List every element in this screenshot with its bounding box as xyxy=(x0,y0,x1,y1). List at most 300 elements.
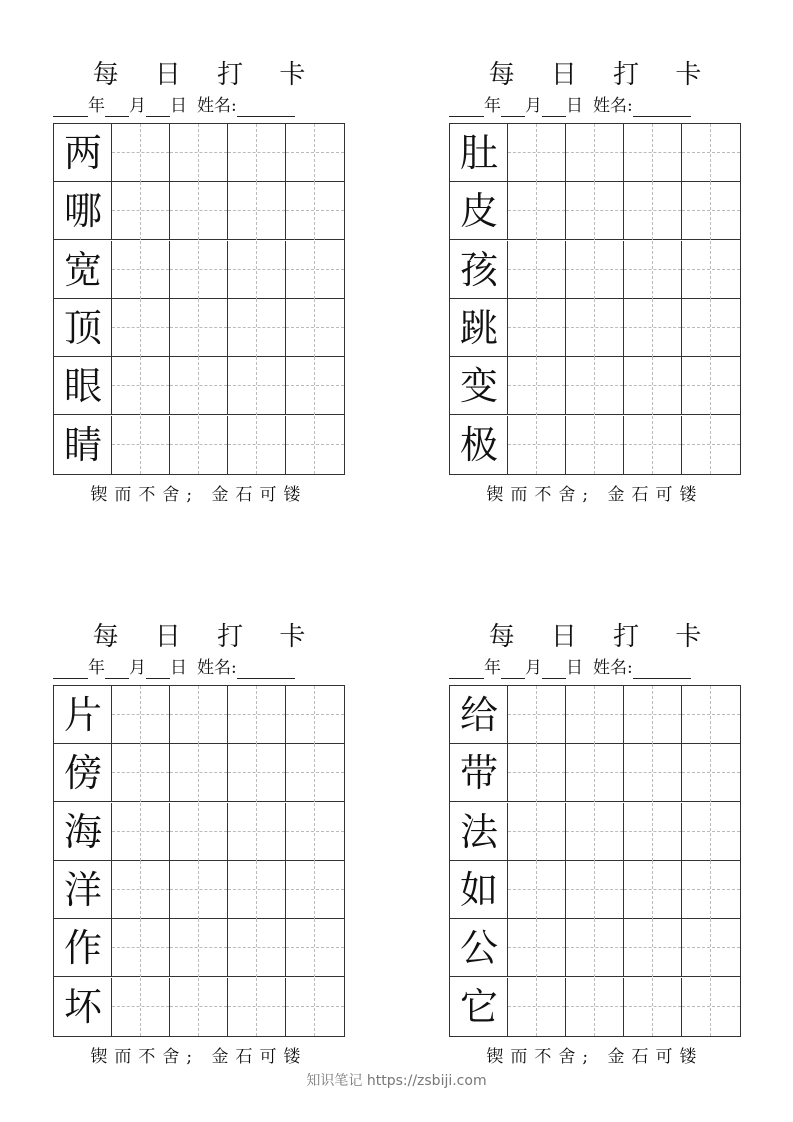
writing-cell[interactable] xyxy=(286,744,344,802)
writing-cell[interactable] xyxy=(682,803,740,861)
model-character: 宽 xyxy=(63,247,102,292)
writing-cell[interactable] xyxy=(508,861,566,919)
writing-cell[interactable] xyxy=(228,861,286,919)
vertical-guide-line xyxy=(314,861,315,919)
vertical-guide-line xyxy=(140,744,141,802)
model-character-cell xyxy=(450,803,508,861)
writing-cell[interactable] xyxy=(170,299,228,357)
writing-cell[interactable] xyxy=(624,686,682,744)
writing-cell[interactable] xyxy=(228,978,286,1036)
horizontal-guide-line xyxy=(286,210,344,211)
vertical-guide-line xyxy=(314,978,315,1036)
writing-cell[interactable] xyxy=(682,241,740,299)
month-label: 月 xyxy=(525,96,542,116)
writing-cell[interactable] xyxy=(112,241,170,299)
model-character-cell xyxy=(54,744,112,802)
horizontal-guide-line xyxy=(286,444,344,445)
vertical-guide-line xyxy=(594,299,595,357)
model-character: 如 xyxy=(459,867,498,912)
grid-row xyxy=(54,978,344,1036)
model-character: 孩 xyxy=(459,247,498,292)
date-name-line xyxy=(53,95,345,117)
model-character-cell xyxy=(54,299,112,357)
writing-cell[interactable] xyxy=(682,919,740,977)
writing-cell[interactable] xyxy=(624,803,682,861)
writing-cell[interactable] xyxy=(112,861,170,919)
writing-cell[interactable] xyxy=(228,357,286,415)
name-label: 姓名: xyxy=(197,96,237,116)
writing-cell[interactable] xyxy=(566,357,624,415)
writing-cell[interactable] xyxy=(286,686,344,744)
horizontal-guide-line xyxy=(566,889,623,890)
year-blank[interactable] xyxy=(53,100,88,117)
vertical-guide-line xyxy=(256,182,257,240)
model-character-cell xyxy=(450,124,508,182)
vertical-guide-line xyxy=(652,861,653,919)
writing-cell[interactable] xyxy=(566,241,624,299)
horizontal-guide-line xyxy=(170,210,227,211)
vertical-guide-line xyxy=(198,686,199,744)
horizontal-guide-line xyxy=(508,772,565,773)
vertical-guide-line xyxy=(536,124,537,182)
month-blank[interactable] xyxy=(105,100,129,117)
vertical-guide-line xyxy=(140,416,141,474)
writing-cell[interactable] xyxy=(112,744,170,802)
writing-cell[interactable] xyxy=(566,182,624,240)
grid-row xyxy=(54,299,344,357)
model-character-cell xyxy=(450,919,508,977)
grid-row xyxy=(54,861,344,919)
vertical-guide-line xyxy=(140,299,141,357)
writing-cell[interactable] xyxy=(228,416,286,474)
model-character: 极 xyxy=(459,422,498,467)
writing-cell[interactable] xyxy=(508,299,566,357)
writing-cell[interactable] xyxy=(228,744,286,802)
vertical-guide-line xyxy=(594,182,595,240)
writing-cell[interactable] xyxy=(682,124,740,182)
vertical-guide-line xyxy=(140,124,141,182)
horizontal-guide-line xyxy=(170,1006,227,1007)
model-character: 它 xyxy=(459,984,498,1029)
vertical-guide-line xyxy=(594,919,595,977)
model-character: 法 xyxy=(459,809,498,854)
horizontal-guide-line xyxy=(228,327,285,328)
year-label: 年 xyxy=(484,96,501,116)
writing-cell[interactable] xyxy=(624,744,682,802)
model-character-cell xyxy=(54,861,112,919)
vertical-guide-line xyxy=(256,299,257,357)
writing-cell[interactable] xyxy=(508,416,566,474)
writing-cell[interactable] xyxy=(624,919,682,977)
writing-cell[interactable] xyxy=(228,182,286,240)
writing-cell[interactable] xyxy=(112,124,170,182)
horizontal-guide-line xyxy=(112,714,169,715)
grid-row xyxy=(450,803,740,861)
writing-cell[interactable] xyxy=(566,861,624,919)
model-character: 哪 xyxy=(63,189,102,234)
model-character-cell xyxy=(450,744,508,802)
horizontal-guide-line xyxy=(228,947,285,948)
horizontal-guide-line xyxy=(624,947,681,948)
model-character: 顶 xyxy=(63,305,102,350)
vertical-guide-line xyxy=(652,919,653,977)
writing-cell[interactable] xyxy=(112,416,170,474)
vertical-guide-line xyxy=(652,182,653,240)
horizontal-guide-line xyxy=(682,385,740,386)
vertical-guide-line xyxy=(256,124,257,182)
vertical-guide-line xyxy=(314,182,315,240)
name-blank[interactable] xyxy=(237,662,295,679)
grid-row xyxy=(450,182,740,240)
vertical-guide-line xyxy=(314,241,315,299)
grid-row xyxy=(54,357,344,415)
name-label: 姓名: xyxy=(593,96,633,116)
writing-cell[interactable] xyxy=(566,919,624,977)
horizontal-guide-line xyxy=(170,385,227,386)
writing-cell[interactable] xyxy=(682,686,740,744)
model-character: 公 xyxy=(459,926,498,971)
writing-cell[interactable] xyxy=(170,803,228,861)
writing-cell[interactable] xyxy=(228,124,286,182)
horizontal-guide-line xyxy=(228,889,285,890)
writing-cell[interactable] xyxy=(566,686,624,744)
model-character-cell xyxy=(54,241,112,299)
writing-cell[interactable] xyxy=(682,861,740,919)
vertical-guide-line xyxy=(256,241,257,299)
writing-cell[interactable] xyxy=(624,299,682,357)
vertical-guide-line xyxy=(140,803,141,861)
writing-cell[interactable] xyxy=(624,978,682,1036)
vertical-guide-line xyxy=(710,803,711,861)
model-character-cell xyxy=(54,124,112,182)
vertical-guide-line xyxy=(256,686,257,744)
vertical-guide-line xyxy=(314,744,315,802)
model-character: 眼 xyxy=(63,364,102,409)
writing-cell[interactable] xyxy=(112,919,170,977)
writing-cell[interactable] xyxy=(286,416,344,474)
horizontal-guide-line xyxy=(682,714,740,715)
day-blank[interactable] xyxy=(146,100,170,117)
motto: 锲而不舍; 金石可镂 xyxy=(90,485,308,505)
vertical-guide-line xyxy=(536,686,537,744)
writing-cell[interactable] xyxy=(624,182,682,240)
grid-row xyxy=(450,357,740,415)
horizontal-guide-line xyxy=(170,714,227,715)
writing-cell[interactable] xyxy=(228,241,286,299)
horizontal-guide-line xyxy=(566,444,623,445)
horizontal-guide-line xyxy=(112,327,169,328)
writing-cell[interactable] xyxy=(112,803,170,861)
writing-cell[interactable] xyxy=(624,241,682,299)
vertical-guide-line xyxy=(594,357,595,415)
card-title: 每 日 打 卡 xyxy=(488,60,716,90)
vertical-guide-line xyxy=(710,978,711,1036)
writing-cell[interactable] xyxy=(112,978,170,1036)
vertical-guide-line xyxy=(256,803,257,861)
writing-cell[interactable] xyxy=(508,241,566,299)
model-character: 皮 xyxy=(459,189,498,234)
writing-cell[interactable] xyxy=(170,686,228,744)
vertical-guide-line xyxy=(256,861,257,919)
motto: 锲而不舍; 金石可镂 xyxy=(90,1047,308,1067)
writing-cell[interactable] xyxy=(170,744,228,802)
vertical-guide-line xyxy=(652,803,653,861)
writing-cell[interactable] xyxy=(112,357,170,415)
writing-cell[interactable] xyxy=(228,919,286,977)
model-character-cell xyxy=(54,686,112,744)
writing-cell[interactable] xyxy=(286,124,344,182)
vertical-guide-line xyxy=(594,416,595,474)
horizontal-guide-line xyxy=(112,772,169,773)
year-blank[interactable] xyxy=(449,662,484,679)
motto: 锲而不舍; 金石可镂 xyxy=(486,1047,704,1067)
horizontal-guide-line xyxy=(286,772,344,773)
vertical-guide-line xyxy=(314,416,315,474)
writing-cell[interactable] xyxy=(508,803,566,861)
writing-cell[interactable] xyxy=(624,124,682,182)
writing-cell[interactable] xyxy=(682,357,740,415)
horizontal-guide-line xyxy=(112,947,169,948)
day-blank[interactable] xyxy=(146,662,170,679)
horizontal-guide-line xyxy=(508,831,565,832)
writing-cell[interactable] xyxy=(566,299,624,357)
vertical-guide-line xyxy=(314,124,315,182)
writing-cell[interactable] xyxy=(170,919,228,977)
horizontal-guide-line xyxy=(566,210,623,211)
vertical-guide-line xyxy=(256,919,257,977)
day-label: 日 xyxy=(170,658,187,678)
writing-cell[interactable] xyxy=(228,299,286,357)
vertical-guide-line xyxy=(314,299,315,357)
model-character-cell xyxy=(54,416,112,474)
horizontal-guide-line xyxy=(566,269,623,270)
writing-cell[interactable] xyxy=(170,978,228,1036)
writing-cell[interactable] xyxy=(508,919,566,977)
vertical-guide-line xyxy=(594,686,595,744)
writing-cell[interactable] xyxy=(508,686,566,744)
writing-cell[interactable] xyxy=(170,124,228,182)
model-character-cell xyxy=(450,241,508,299)
horizontal-guide-line xyxy=(624,385,681,386)
name-label: 姓名: xyxy=(197,658,237,678)
vertical-guide-line xyxy=(594,978,595,1036)
vertical-guide-line xyxy=(652,124,653,182)
model-character: 傍 xyxy=(63,751,102,796)
writing-cell[interactable] xyxy=(112,182,170,240)
grid-row xyxy=(54,744,344,802)
writing-cell[interactable] xyxy=(228,686,286,744)
vertical-guide-line xyxy=(198,919,199,977)
month-blank[interactable] xyxy=(501,662,525,679)
date-name-line xyxy=(53,657,345,679)
model-character-cell xyxy=(450,686,508,744)
grid-row xyxy=(450,861,740,919)
horizontal-guide-line xyxy=(682,444,740,445)
writing-cell[interactable] xyxy=(566,744,624,802)
writing-cell[interactable] xyxy=(682,182,740,240)
vertical-guide-line xyxy=(198,978,199,1036)
vertical-guide-line xyxy=(314,357,315,415)
vertical-guide-line xyxy=(710,861,711,919)
vertical-guide-line xyxy=(594,861,595,919)
horizontal-guide-line xyxy=(286,889,344,890)
writing-cell[interactable] xyxy=(508,124,566,182)
vertical-guide-line xyxy=(710,919,711,977)
horizontal-guide-line xyxy=(112,889,169,890)
horizontal-guide-line xyxy=(566,714,623,715)
writing-cell[interactable] xyxy=(228,803,286,861)
writing-cell[interactable] xyxy=(286,241,344,299)
writing-cell[interactable] xyxy=(286,978,344,1036)
name-label: 姓名: xyxy=(593,658,633,678)
writing-cell[interactable] xyxy=(566,416,624,474)
writing-cell[interactable] xyxy=(112,299,170,357)
writing-cell[interactable] xyxy=(286,919,344,977)
grid-row xyxy=(54,241,344,299)
vertical-guide-line xyxy=(710,416,711,474)
writing-cell[interactable] xyxy=(624,357,682,415)
vertical-guide-line xyxy=(710,744,711,802)
horizontal-guide-line xyxy=(228,152,285,153)
year-blank[interactable] xyxy=(53,662,88,679)
vertical-guide-line xyxy=(256,978,257,1036)
day-blank[interactable] xyxy=(542,662,566,679)
horizontal-guide-line xyxy=(566,152,623,153)
vertical-guide-line xyxy=(652,299,653,357)
model-character: 坏 xyxy=(63,984,102,1029)
model-character: 两 xyxy=(63,131,102,175)
vertical-guide-line xyxy=(594,241,595,299)
writing-cell[interactable] xyxy=(566,978,624,1036)
horizontal-guide-line xyxy=(682,269,740,270)
writing-cell[interactable] xyxy=(508,744,566,802)
horizontal-guide-line xyxy=(228,269,285,270)
vertical-guide-line xyxy=(314,919,315,977)
horizontal-guide-line xyxy=(286,1006,344,1007)
horizontal-guide-line xyxy=(624,831,681,832)
name-blank[interactable] xyxy=(633,100,691,117)
writing-cell[interactable] xyxy=(508,182,566,240)
writing-cell[interactable] xyxy=(566,803,624,861)
model-character: 带 xyxy=(459,751,498,796)
model-character-cell xyxy=(54,978,112,1036)
vertical-guide-line xyxy=(198,803,199,861)
writing-cell[interactable] xyxy=(682,299,740,357)
model-character: 洋 xyxy=(63,867,102,912)
vertical-guide-line xyxy=(536,241,537,299)
practice-grid xyxy=(449,685,741,1037)
horizontal-guide-line xyxy=(170,831,227,832)
horizontal-guide-line xyxy=(508,889,565,890)
writing-cell[interactable] xyxy=(170,861,228,919)
horizontal-guide-line xyxy=(286,385,344,386)
writing-cell[interactable] xyxy=(286,299,344,357)
vertical-guide-line xyxy=(256,357,257,415)
vertical-guide-line xyxy=(710,241,711,299)
vertical-guide-line xyxy=(652,357,653,415)
vertical-guide-line xyxy=(198,182,199,240)
writing-cell[interactable] xyxy=(508,978,566,1036)
month-blank[interactable] xyxy=(501,100,525,117)
horizontal-guide-line xyxy=(508,152,565,153)
writing-cell[interactable] xyxy=(624,861,682,919)
writing-cell[interactable] xyxy=(286,861,344,919)
writing-cell[interactable] xyxy=(170,416,228,474)
writing-cell[interactable] xyxy=(112,686,170,744)
vertical-guide-line xyxy=(536,182,537,240)
vertical-guide-line xyxy=(198,744,199,802)
vertical-guide-line xyxy=(536,357,537,415)
vertical-guide-line xyxy=(710,357,711,415)
name-blank[interactable] xyxy=(237,100,295,117)
model-character: 变 xyxy=(459,364,498,409)
horizontal-guide-line xyxy=(112,1006,169,1007)
writing-cell[interactable] xyxy=(624,416,682,474)
writing-cell[interactable] xyxy=(286,803,344,861)
horizontal-guide-line xyxy=(170,772,227,773)
month-blank[interactable] xyxy=(105,662,129,679)
vertical-guide-line xyxy=(140,241,141,299)
writing-cell[interactable] xyxy=(170,357,228,415)
horizontal-guide-line xyxy=(508,385,565,386)
model-character-cell xyxy=(450,861,508,919)
model-character-cell xyxy=(450,299,508,357)
month-label: 月 xyxy=(129,658,146,678)
writing-cell[interactable] xyxy=(508,357,566,415)
writing-cell[interactable] xyxy=(286,357,344,415)
writing-cell[interactable] xyxy=(682,978,740,1036)
grid-row xyxy=(54,803,344,861)
horizontal-guide-line xyxy=(228,772,285,773)
horizontal-guide-line xyxy=(682,327,740,328)
grid-row xyxy=(54,686,344,744)
month-label: 月 xyxy=(129,96,146,116)
horizontal-guide-line xyxy=(286,327,344,328)
year-blank[interactable] xyxy=(449,100,484,117)
model-character: 作 xyxy=(63,926,102,971)
day-blank[interactable] xyxy=(542,100,566,117)
writing-cell[interactable] xyxy=(170,182,228,240)
vertical-guide-line xyxy=(198,124,199,182)
vertical-guide-line xyxy=(314,686,315,744)
model-character-cell xyxy=(54,357,112,415)
horizontal-guide-line xyxy=(228,385,285,386)
vertical-guide-line xyxy=(652,416,653,474)
writing-cell[interactable] xyxy=(170,241,228,299)
writing-cell[interactable] xyxy=(566,124,624,182)
horizontal-guide-line xyxy=(286,269,344,270)
writing-cell[interactable] xyxy=(682,416,740,474)
writing-cell[interactable] xyxy=(286,182,344,240)
horizontal-guide-line xyxy=(508,1006,565,1007)
model-character: 跳 xyxy=(459,305,498,350)
vertical-guide-line xyxy=(198,241,199,299)
writing-cell[interactable] xyxy=(682,744,740,802)
grid-row xyxy=(54,182,344,240)
name-blank[interactable] xyxy=(633,662,691,679)
horizontal-guide-line xyxy=(624,269,681,270)
grid-row xyxy=(450,686,740,744)
vertical-guide-line xyxy=(594,744,595,802)
practice-grid xyxy=(449,123,741,475)
vertical-guide-line xyxy=(198,416,199,474)
horizontal-guide-line xyxy=(228,444,285,445)
horizontal-guide-line xyxy=(286,714,344,715)
horizontal-guide-line xyxy=(566,1006,623,1007)
grid-row xyxy=(450,919,740,977)
vertical-guide-line xyxy=(594,803,595,861)
horizontal-guide-line xyxy=(508,269,565,270)
